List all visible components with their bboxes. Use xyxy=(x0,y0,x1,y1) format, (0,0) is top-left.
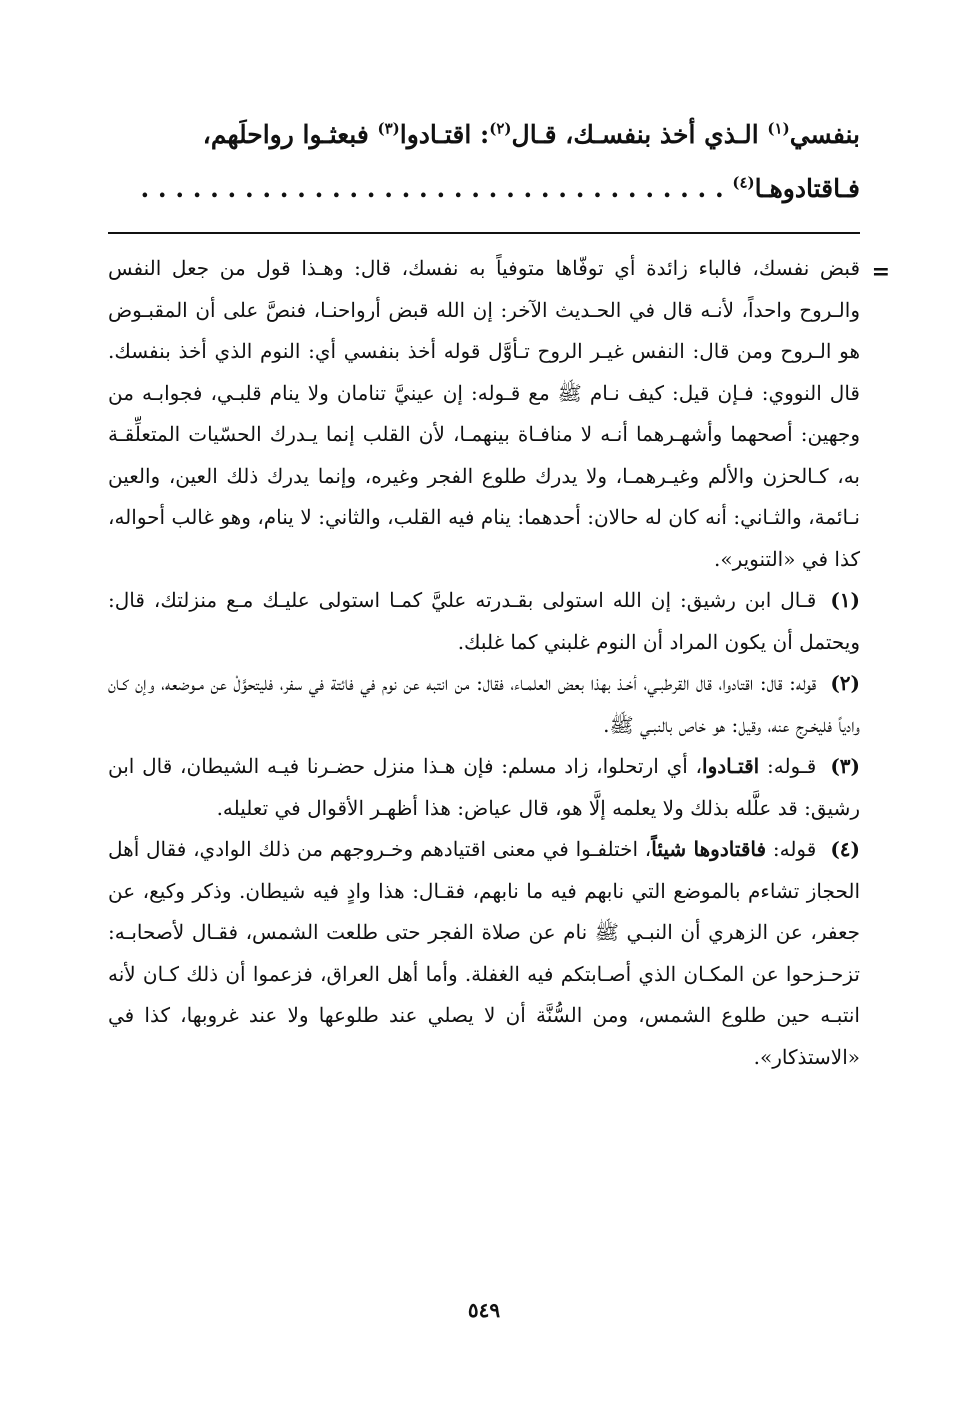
dotted-leader: . . . . . . . . . . . . . . . . . . . . . . . . . . . . . . . . . . xyxy=(140,174,733,203)
footnote-2 xyxy=(108,663,860,746)
footnote-continued xyxy=(108,248,860,580)
book-page xyxy=(108,108,890,1358)
footnote-ref-1[interactable]: (١) xyxy=(767,119,790,138)
footnote-ref-3[interactable]: (٣) xyxy=(377,119,400,138)
footnote-lead: قـوله: xyxy=(759,754,817,778)
footnote-3 xyxy=(108,746,860,829)
continuation-mark: = xyxy=(871,259,890,285)
main-text-fragment: الـذي أخذ بنفسـك، قـال xyxy=(511,120,768,149)
footnote-number: (١) xyxy=(830,588,860,612)
main-text-line-2 xyxy=(108,162,860,216)
footnotes xyxy=(108,248,890,1078)
main-text-fragment: فبعثـوا رواحلَهم، xyxy=(202,120,378,149)
footnote-text: ، اختلفـوا في معنى اقتيادهم وخـروجهم من ذلك الوادي، فقال أهل الحجاز تشاءم بالموضع التي نابهم فيه ما نابهم، فقـال: هذا وادٍ فيه شيطان. وذكر وكيع، عن جعفر، عن الزهري أن النبـي ﷺ نام عن صلاة الفجر حتى طلعت الشمس، فقـال لأصحابـه: تزحـزحوا عن المكـان الذي أصـابتكم فيه الغفلة. وأما أهل العراق، فزعموا أن ذلك كـان لأنه انتبـه حين طلوع الشمس، ومن السُّنَّة أن لا يصلي عند طلوعها ولا عند غروبها، كذا في «الاستذكار». xyxy=(108,837,860,1069)
footnote-keyword: فاقتادوها شيئاً xyxy=(651,837,767,861)
footnote-number: (٢) xyxy=(830,671,860,695)
footnote-number: (٣) xyxy=(830,754,861,778)
footnote-separator xyxy=(108,232,860,234)
footnote-text: قبض نفسك، فالباء زائدة أي توفّاها متوفياً به نفسك، قال: وهـذا قول من جعل النفس والـروح واحداً، لأنـه قال في الحـديث الآخر: إن الله قبض أرواحنـا، فنصَّ على أن المقبـوض هو الـروح ومن قال: النفس غيـر الروح تـأوَّل قوله أخذ بنفسي أي: النوم الذي أخذ بنفسك. قال النووي: فـإن قيل: كيف نـام ﷺ مع قـوله: إن عينيَّ تنامان ولا ينام قلبـي، فجوابـه من وجهين: أصحهما وأشهـرهما أنـه لا منافـاة بينهمـا، لأن القلب إنما يـدرك الحسّيات المتعلِّقـة به، كـالحزن والألم وغيـرهمـا، ولا يدرك طلوع الفجر وغيره، وإنما يدرك ذلك العين، والعين نـائمة، والثـاني: أنه كان له حالان: أحدهما: ينام فيه القلب، والثاني: لا ينام، وهو غالب أحواله، كذا في «التنوير». xyxy=(108,256,860,571)
main-text-fragment: بنفسي xyxy=(789,120,860,149)
footnote-text: ، أي ارتحلوا، زاد مسلم: فإن هـذا منزل حضـرنا فيـه الشيطان، قال ابن رشيق: قد علَّله بذلك ولا يعلمه إلَّا هو، قال عياض: هذا أظهـر الأقوال في تعليله. xyxy=(108,754,860,820)
main-text-line-1 xyxy=(108,108,860,162)
footnote-ref-2[interactable]: (٢) xyxy=(489,119,512,138)
main-text-fragment: : اقتـادوا xyxy=(399,120,490,149)
footnote-keyword: اقتـادوا xyxy=(702,754,760,778)
footnote-number: (٤) xyxy=(830,837,860,861)
footnote-text: قوله: قال: اقتادوا، قال القرطبـي، أخـذ بهذا بعض العلمـاء، فقال: من انتبه عن نوم في فائتة في سفر، فليتحوَّلْ عن مـوضعه، وإن كـان وادياً فليخـرج عنه، وقيل: هو خاص بالنبـي ﷺ. xyxy=(108,671,860,737)
main-text-fragment: فـاقتادوهـا xyxy=(754,174,860,203)
footnote-text: قـال ابن رشيق: إن الله استولى بقـدرته عليَّ كمـا استولى عليـك مـع منزلتك، قال: ويحتمل أن يكون المراد أن النوم غلبني كما غلبك. xyxy=(108,588,860,654)
footnote-1 xyxy=(108,580,860,663)
footnote-4 xyxy=(108,829,860,1078)
footnote-lead: قوله: xyxy=(766,837,817,861)
main-text xyxy=(108,108,860,216)
footnote-ref-4[interactable]: (٤) xyxy=(732,173,755,192)
page-number: ٥٤٩ xyxy=(467,1298,501,1322)
